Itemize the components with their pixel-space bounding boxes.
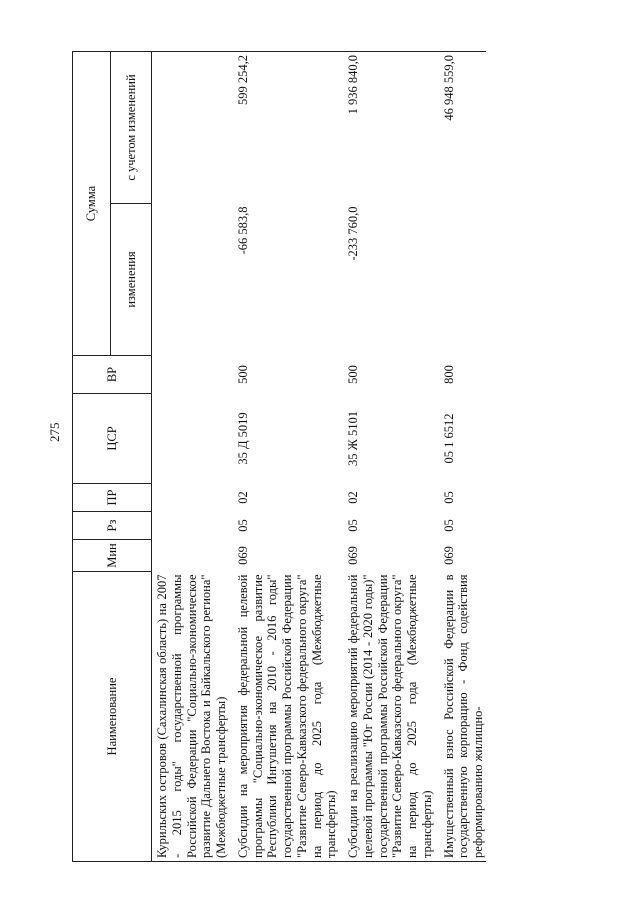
row-rz — [152, 512, 229, 540]
row-changes — [152, 204, 229, 356]
header-changes: изменения — [111, 204, 152, 356]
header-with-changes: с учетом изменений — [111, 52, 152, 204]
row-rz: 05 — [441, 519, 456, 532]
row-pr: 05 — [441, 491, 456, 504]
header-vr: ВР — [73, 356, 152, 394]
header-csr: ЦСР — [73, 394, 152, 484]
table-row — [152, 52, 229, 862]
header-name: Наименование — [73, 572, 152, 862]
row-csr: 35 Ж 5101 — [346, 411, 360, 466]
row-name: Курильских островов (Сахалинская область) на 2007 - 2015 годы" государственной программы Российской Федерации "Социально-экономическое развитие Дальнего Востока и Байкальского региона" (Межбюджетные трансферты) — [152, 572, 229, 862]
row-min: 069 — [235, 546, 250, 565]
row-min — [152, 540, 229, 572]
header-sum-group: Сумма — [73, 52, 111, 356]
header-rz: Рз — [73, 512, 152, 540]
row-csr — [152, 394, 229, 484]
row-min: 069 — [346, 546, 360, 565]
page-number: 275 — [47, 422, 62, 442]
rotated-page — [72, 52, 570, 862]
row-pr — [152, 484, 229, 512]
row-vr: 500 — [235, 365, 250, 384]
row-csr: 05 1 6512 — [441, 413, 456, 464]
row-with-changes: 1 936 840,0 — [339, 52, 435, 204]
row-changes: -233 760,0 — [346, 206, 360, 261]
row-rz: 05 — [346, 519, 360, 532]
header-pr: ПР — [73, 484, 152, 512]
row-with-changes — [152, 52, 229, 204]
row-rz: 05 — [235, 519, 250, 532]
budget-table — [72, 51, 486, 862]
table-row — [339, 52, 435, 862]
row-name: Субсидии на мероприятия федеральной целевой программы "Социально-экономическое развитие Республики Ингушетия на 2010 - 2016 годы" государственной программы Российской Федерации "Развитие Северо-Кавказского федерального округа" на период до 2025 года (Межбюджетные трансферты) — [229, 572, 339, 862]
row-vr: 800 — [441, 365, 456, 384]
row-with-changes: 599 254,2 — [229, 52, 339, 204]
table-row — [229, 52, 339, 862]
row-pr: 02 — [346, 491, 360, 504]
row-name: Субсидии на реализацию мероприятий федеральной целевой программы "Юг России (2014 - 2020 годы)" государственной программы Российской Федерации "Развитие Северо-Кавказского федерального округа" на период до 2025 года (Межбюджетные трансферты) — [339, 572, 435, 862]
row-changes — [435, 204, 486, 356]
header-row — [73, 52, 111, 862]
row-pr: 02 — [235, 491, 250, 504]
row-vr: 500 — [346, 365, 360, 384]
row-min: 069 — [441, 546, 456, 565]
row-csr: 35 Д 5019 — [235, 412, 250, 465]
row-vr — [152, 356, 229, 394]
row-with-changes: 46 948 559,0 — [435, 52, 486, 204]
header-min: Мин — [73, 540, 152, 572]
row-name: Имущественный взнос Российской Федерации в государственную корпорацию - Фонд содействия реформированию жилищно- — [435, 572, 486, 862]
row-changes: -66 583,8 — [235, 206, 250, 255]
table-row — [435, 52, 486, 862]
